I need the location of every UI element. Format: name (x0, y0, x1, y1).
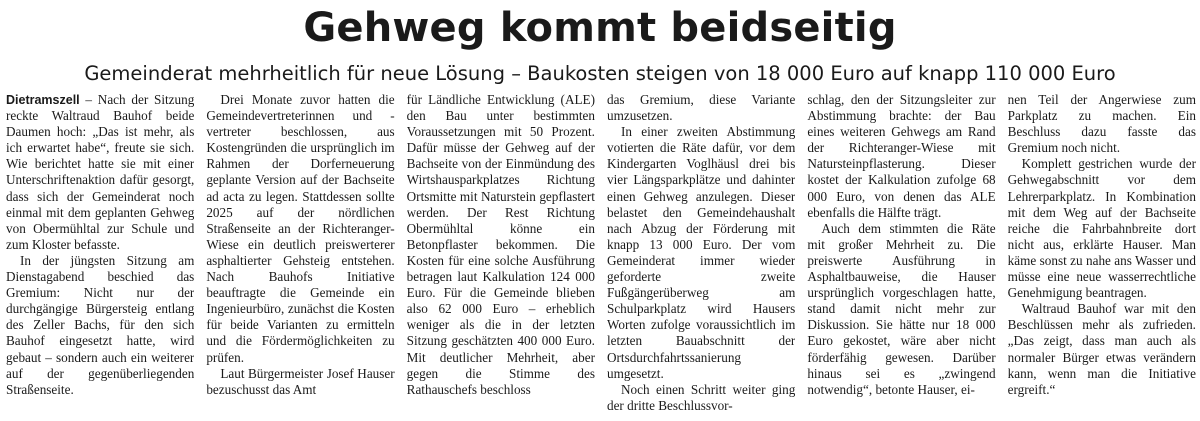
paragraph-text: – Nach der Sitzung reckte Waltraud Bauhof beide Daumen hoch: „Das ist mehr, als ich erwartet habe“, freute sie sich. Wie berichtet hatte sie mit einer Unterschriftenaktion dafür gesorgt, dass sich der Gemeinderat noch einmal mit dem geplanten Gehweg von Obermühltal zur Schule und zum Kloster befasste. (6, 92, 195, 252)
paragraph (6, 92, 194, 253)
text-column-2 (206, 92, 394, 421)
paragraph: schlag, den der Sitzungsleiter zur Abstimmung brachte: der Bau eines weiteren Gehwegs am Rand der Richteranger-Wiese mit Natursteinpflasterung. Dieser kostet der Kalkulation zufolge 68 000 Euro, von denen das ALE ebenfalls die Hälfte trägt. (807, 92, 996, 220)
text-column-4 (607, 92, 795, 421)
dateline: Dietramszell (6, 93, 80, 107)
text-column-1 (6, 92, 194, 421)
paragraph: das Gremium, diese Variante umzusetzen. (606, 92, 796, 124)
paragraph: Auch dem stimmten die Räte mit großer Mehrheit zu. Die preiswerte Ausführung in Asphaltbauweise, die Hauser ursprünglich vorgeschlagen hatte, stand damit nicht mehr zur Diskussion. Sie hätte nur 18 000 Euro gekostet, wäre aber nicht förderfähig gewesen. Darüber hinaus sei es „zwingend notwendig“, betonte Hauser, ei- (807, 220, 996, 397)
headline: Gehweg kommt beidseitig (303, 5, 897, 51)
text-column-6 (1008, 92, 1196, 421)
text-column-5 (807, 92, 995, 421)
paragraph: Laut Bürgermeister Josef Hauser bezuschusst das Amt (206, 365, 395, 397)
paragraph: In der jüngsten Sitzung am Dienstagabend beschied das Gremium: Nicht nur der durchgängige Bürgersteig entlang des Zeller Bachs, für den sich Bauhof eingesetzt hatte, wird gebaut – sondern auch ein weiterer auf der gegenüberliegenden Straßenseite. (6, 252, 195, 397)
article-body (6, 92, 1196, 421)
paragraph: Noch einen Schritt weiter ging der dritte Beschlussvor- (606, 381, 796, 413)
paragraph: Drei Monate zuvor hatten die Gemeindevertreterinnen und -vertreter beschlossen, aus Kostengründen die ursprünglich im Rahmen der Dorferneuerung geplante Version auf der Bachseite ad acta zu legen. Stattdessen sollte 2025 auf der nördlichen Straßenseite an der Richteranger-Wiese ein deutlich preiswerterer asphaltierter Gehsteig entstehen. Nach Bauhofs Initiative beauftragte die Gemeinde ein Ingenieurbüro, zunächst die Kosten für beide Varianten zu ermitteln und die Fördermöglichkeiten zu prüfen. (206, 92, 395, 365)
paragraph: nen Teil der Angerwiese zum Parkplatz zu machen. Ein Beschluss dazu fasste das Gremium noch nicht. (1007, 92, 1196, 156)
text-column-3 (407, 92, 595, 421)
paragraph: für Ländliche Entwicklung (ALE) den Bau unter bestimmten Voraussetzungen mit 50 Prozent. Dafür müsse der Gehweg auf der Bachseite von der Einmündung des Wirtshausparkplatzes Richtung Ortsmitte mit Naturstein gepflastert werden. Der Rest Richtung Obermühltal könne ein Betonpflaster bekommen. Die Kosten für eine solche Ausführung betragen laut Kalkulation 124 000 Euro. Für die Gemeinde blieben also 62 000 Euro – erheblich weniger als die in der letzten Sitzung geschätzten 400 000 Euro. Mit deutlicher Mehrheit, aber gegen die Stimme des Rathauschefs beschloss (406, 92, 595, 397)
paragraph: Waltraud Bauhof war mit den Beschlüssen mehr als zufrieden. „Das zeigt, dass man auch als normaler Bürger etwas verändern kann, wenn man die Initiative ergreift.“ (1007, 301, 1196, 397)
subheadline: Gemeinderat mehrheitlich für neue Lösung – Baukosten steigen von 18 000 Euro auf knapp 110 000 Euro (84, 62, 1116, 85)
paragraph: Komplett gestrichen wurde der Gehwegabschnitt vor dem Lehrerparkplatz. In Kombination mit dem Weg auf der Bachseite reiche die Fahrbahnbreite dort nicht aus, erklärte Hauser. Man käme sonst zu nahe ans Wasser und müsse eine neue wasserrechtliche Genehmigung beantragen. (1007, 156, 1196, 301)
paragraph: In einer zweiten Abstimmung votierten die Räte dafür, vor dem Kindergarten Voglhäusl drei bis vier Längsparkplätze und dahinter einen Gehweg anzulegen. Dieser belastet den Gemeindehaushalt nach Abzug der Förderung mit knapp 13 000 Euro. Der vom Gemeinderat immer wieder geforderte zweite Fußgängerüberweg am Schulparkplatz wird Hausers Worten zufolge voraussichtlich im letzten Bauabschnitt der Ortsdurchfahrtssanierung umgesetzt. (606, 124, 796, 381)
